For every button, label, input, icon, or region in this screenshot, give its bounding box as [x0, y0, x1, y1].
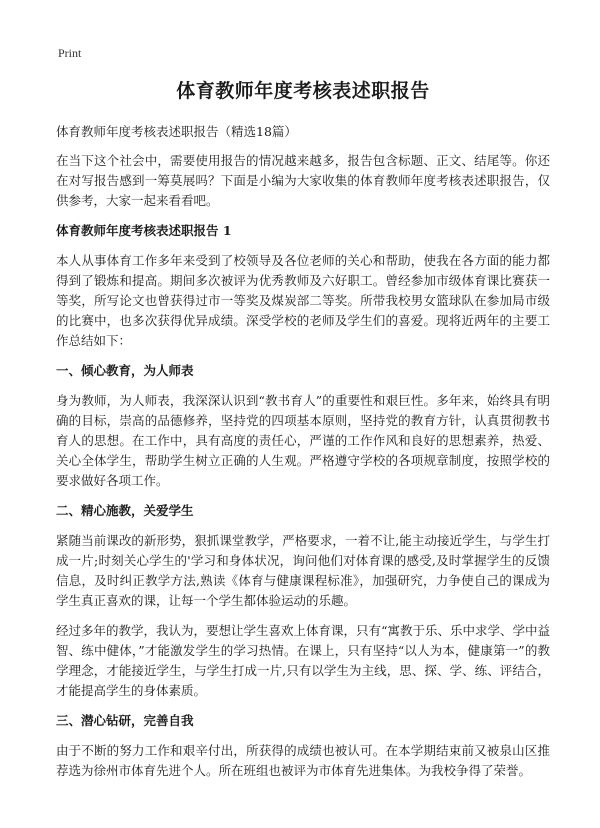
document-subtitle: 体育教师年度考核表述职报告（精选18篇） — [56, 124, 297, 139]
paragraph-5: 由于不断的努力工作和艰辛付出，所获得的成绩也被认可。在本学期结束前又被泉山区推荐选为徐州市体育先进个人。所在班组也被评为市体育先进集体。为我校争得了荣誉。 — [56, 743, 550, 778]
paragraph-3: 紧随当前课改的新形势，狠抓课堂教学，严格要求，一着不让,能主动接近学生，与学生打成一片;时刻关心学生的'学习和身体状况，询问他们对体育课的感受,及时掌握学生的反馈信息，及时纠正教学方法,熟读《体育与健康课程标准》，加强研究，力争使自己的课成为学生真正喜欢的课，让每一个学生都体验运动的乐趣。 — [56, 533, 550, 608]
document-body — [56, 78, 550, 791]
print-link[interactable]: Print — [58, 46, 82, 60]
intro-paragraph: 在当下这个社会中，需要使用报告的情况越来越多，报告包含标题、正文、结尾等。你还在对写报告感到一筹莫展吗？下面是小编为大家收集的体育教师年度考核表述职报告，仅供参考，大家一起来看看吧。 — [56, 153, 550, 208]
paragraph-1: 本人从事体育工作多年来受到了校领导及各位老师的关心和帮助，使我在各方面的能力都得到了锻炼和提高。期间多次被评为优秀教师及六好职工。曾经参加市级体育课比赛获一等奖，所写论文也曾获得过市一等奖及煤炭部二等奖。所带我校男女篮球队在参加局市级的比赛中，也多次获得优异成绩。深受学校的老师及学生们的喜爱。现将近两年的主要工作总结如下： — [56, 253, 550, 348]
paragraph-2: 身为教师，为人师表，我深深认识到“教书育人”的重要性和艰巨性。多年来，始终具有明确的目标，崇高的品德修养，坚持党的四项基本原则，坚持党的教育方针，认真贯彻教书育人的思想。在工作中，具有高度的责任心，严谨的工作作风和良好的思想素养，热爱、关心全体学生，帮助学生树立正确的人生观。严格遵守学校的各项规章制度，按照学校的要求做好各项工作。 — [56, 393, 550, 488]
heading-1: 一、倾心教育，为人师表 — [56, 363, 194, 378]
paragraph-4: 经过多年的教学，我认为，要想让学生喜欢上体育课，只有“寓教于乐、乐中求学、学中益智、练中健体，”才能激发学生的学习热情。在课上，只有坚持“以人为本，健康第一”的教学理念，才能接近学生，与学生打成一片,只有以学生为主线，思、探、学、练、评结合，才能提高学生的身体素质。 — [56, 623, 550, 698]
heading-3: 三、潜心钻研，完善自我 — [56, 713, 194, 728]
section-title: 体育教师年度考核表述职报告 1 — [56, 223, 232, 238]
heading-2: 二、精心施教，关爱学生 — [56, 503, 194, 518]
page-title: 体育教师年度考核表述职报告 — [176, 80, 430, 102]
